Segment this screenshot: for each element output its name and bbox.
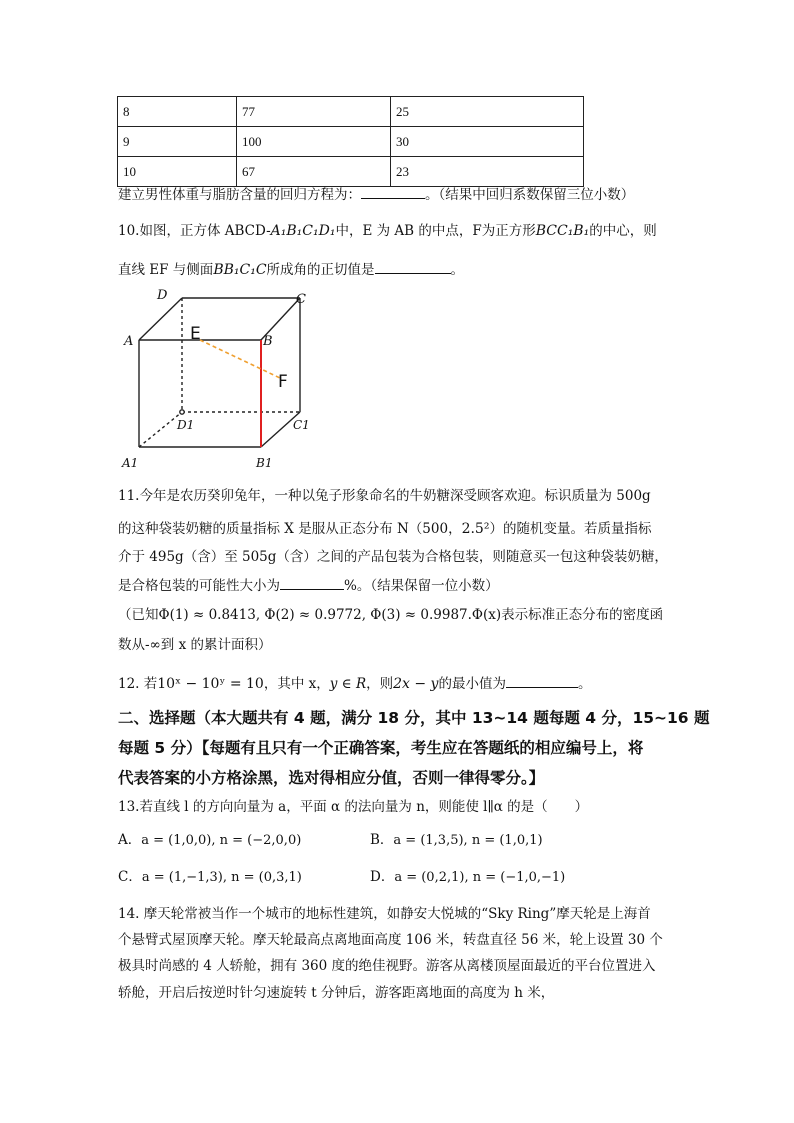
section-heading: 二、选择题（本大题共有 4 题，满分 18 分，其中 13~14 题每题 4 分，15~16 题 [118, 709, 710, 727]
q12-math: 2x − y [393, 676, 439, 692]
label-c: C [296, 292, 306, 307]
answer-blank [361, 184, 425, 199]
label-c1: C1 [293, 418, 310, 432]
q11-line-4 [118, 575, 499, 596]
option-math: a = (0,2,1), n = (−1,0,−1) [394, 870, 566, 885]
q12-text: ，其中 x， [263, 676, 330, 692]
q14-line-1: 14. 摩天轮常被当作一个城市的地标性建筑，如静安大悦城的“Sky Ring”摩天轮是上海首 [118, 906, 651, 922]
q10-math: BB₁C₁C [213, 262, 267, 278]
table-cell: 8 [118, 97, 237, 127]
point-d1 [180, 410, 184, 414]
q10-text: 10.如图，正方体 ABCD- [118, 223, 271, 239]
q11-line-2 [118, 519, 651, 539]
q11-line-3: 介于 495g（含）至 505g（含）之间的产品包装为合格包装，则随意买一包这种袋装奶糖， [118, 549, 668, 565]
q12-line [118, 673, 591, 694]
q9-line [118, 184, 634, 205]
option-label: C． [118, 869, 142, 885]
q10-line-2 [118, 259, 464, 280]
q11-line-5 [118, 605, 663, 625]
q12-text: 12. 若 [118, 676, 158, 692]
q11-math: Φ(1) ≈ 0.8413, Φ(2) ≈ 0.9772, Φ(3) ≈ 0.9987. [158, 607, 472, 623]
q14-line-4: 轿舱，开启后按逆时针匀速旋转 t 分钟后，游客距离地面的高度为 h 米， [118, 985, 555, 1001]
q10-text: 的中心，则 [589, 223, 657, 239]
cube-edge [139, 298, 182, 340]
table-row [118, 157, 584, 187]
table-cell: 10 [118, 157, 237, 187]
q11-line-6: 数从-∞到 x 的累计面积） [118, 637, 272, 653]
q13-stem: 13.若直线 l 的方向向量为 a，平面 α 的法向量为 n，则能使 l∥α 的是（ ） [118, 799, 589, 815]
q12-text: 的最小值为 [438, 676, 506, 692]
option-label: A． [118, 832, 142, 848]
option-math: a = (1,0,0), n = (−2,0,0) [141, 833, 302, 848]
option-a [118, 828, 301, 848]
q12-math: y ∈ R [329, 676, 367, 692]
section-heading: 代表答案的小方格涂黑，选对得相应分值，否则一律得零分。】 [118, 769, 545, 787]
q10-text: 所成角的正切值是 [266, 262, 375, 278]
label-d1: D1 [177, 418, 195, 432]
option-math: a = (1,−1,3), n = (0,3,1) [141, 870, 302, 885]
table-cell: 30 [391, 127, 584, 157]
q11-text: 是合格包装的可能性大小为 [118, 578, 280, 594]
q10-text: 中，E 为 AB 的中点，F为正方形 [335, 223, 536, 239]
answer-blank [375, 259, 451, 274]
q11-text: 表示标准正态分布的密度函 [501, 607, 664, 623]
q11-math: 2.5² [461, 521, 490, 537]
q10-math: A₁B₁C₁D₁ [270, 223, 336, 239]
label-a: A [124, 334, 134, 349]
q10-line-1 [118, 221, 657, 241]
option-label: B． [370, 832, 394, 848]
q12-math: 10ˣ − 10ʸ = 10 [157, 676, 264, 692]
label-f: F [278, 372, 288, 392]
answer-blank [280, 575, 344, 590]
q10-math: BCC₁B₁ [535, 223, 590, 239]
q11-line-1: 11.今年是农历癸卯兔年，一种以兔子形象命名的牛奶糖深受顾客欢迎。标识质量为 500g [118, 488, 651, 504]
label-d: D [157, 288, 168, 303]
hidden-edge [139, 412, 182, 447]
label-b1: B1 [256, 456, 273, 470]
table-row [118, 127, 584, 157]
cube-figure [118, 286, 318, 472]
label-a1: A1 [122, 456, 139, 470]
q12-text: ，则 [366, 676, 394, 692]
option-math: a = (1,3,5), n = (1,0,1) [393, 833, 543, 848]
q11-math: Φ(x) [471, 607, 502, 623]
table-cell: 100 [237, 127, 391, 157]
option-d [370, 865, 565, 885]
q11-text: ）的随机变量。若质量指标 [489, 521, 652, 537]
q10-text: 直线 EF 与侧面 [118, 262, 214, 278]
option-c [118, 865, 302, 885]
q11-text: 的这种袋装奶糖的质量指标 X 是服从正态分布 N（500， [118, 521, 462, 537]
table-cell: 67 [237, 157, 391, 187]
table-cell: 77 [237, 97, 391, 127]
option-label: D． [370, 869, 395, 885]
q12-text: 。 [577, 676, 592, 692]
section-heading: 每题 5 分）【每题有且只有一个正确答案，考生应在答题纸的相应编号上，将 [118, 739, 644, 757]
q14-line-3: 极具时尚感的 4 人轿舱，拥有 360 度的绝佳视野。游客从离楼顶屋面最近的平台位置进入 [118, 958, 656, 974]
q11-text: %。（结果保留一位小数） [344, 578, 499, 594]
label-b: B [263, 334, 273, 349]
q9-suffix: 。（结果中回归系数保留三位小数） [425, 187, 635, 203]
table-cell: 25 [391, 97, 584, 127]
table-cell: 23 [391, 157, 584, 187]
data-table [117, 96, 584, 187]
q9-text: 建立男性体重与脂肪含量的回归方程为： [118, 187, 361, 203]
table-cell: 9 [118, 127, 237, 157]
answer-blank [506, 673, 578, 688]
q14-line-2: 个悬臂式屋顶摩天轮。摩天轮最高点离地面高度 106 米，转盘直径 56 米，轮上设置 30 个 [118, 932, 663, 948]
q11-text: （已知 [118, 607, 159, 623]
q10-text: 。 [450, 262, 465, 278]
option-b [370, 828, 543, 848]
table-row [118, 97, 584, 127]
label-e: E [190, 324, 201, 344]
